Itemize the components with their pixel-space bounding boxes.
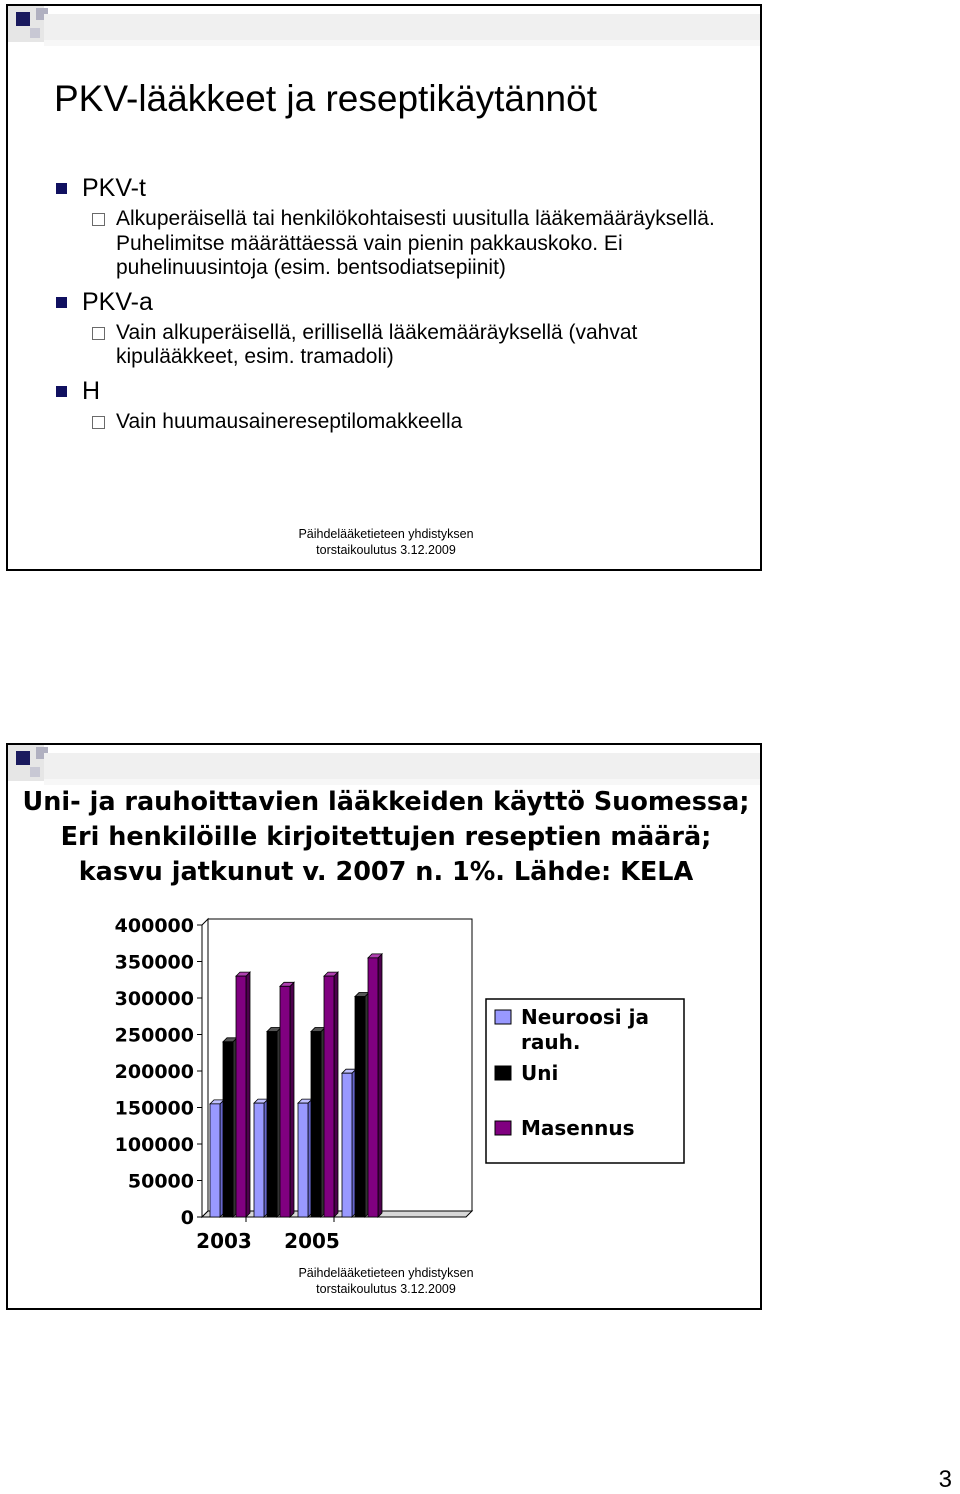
page-number: 3 <box>938 1466 952 1493</box>
bullet-label: H <box>82 376 101 405</box>
bullet-pkv-a <box>56 287 736 317</box>
bar-neuroosi-ja-rauh--2003 <box>210 1104 220 1217</box>
bar-uni-2005 <box>311 1032 321 1217</box>
bullet-list <box>56 169 736 440</box>
y-axis-tick-label: 400000 <box>114 915 194 937</box>
bar-neuroosi-ja-rauh--2006 <box>342 1073 352 1217</box>
bar-side <box>378 954 382 1217</box>
y-axis-tick-label: 300000 <box>114 988 194 1010</box>
square-bullet-icon <box>56 183 67 194</box>
title-line-1: Uni- ja rauhoittavien lääkkeiden käyttö Suomessa; <box>22 787 750 817</box>
bullet-h <box>56 376 736 406</box>
title-line-3: kasvu jatkunut v. 2007 n. 1%. Lähde: KELA <box>78 857 694 887</box>
bar-side <box>290 982 294 1217</box>
hollow-square-bullet-icon <box>92 327 105 340</box>
slide-title <box>16 785 756 890</box>
footer-line-2: torstaikoulutus 3.12.2009 <box>316 543 456 557</box>
sub-bullet <box>56 207 736 281</box>
legend-swatch-uni <box>495 1066 511 1080</box>
bullet-label: PKV-a <box>82 287 153 316</box>
sub-bullet-text: Vain huumausainereseptilomakkeella <box>116 409 463 433</box>
legend-label-uni: Uni <box>521 1061 559 1085</box>
bar-neuroosi-ja-rauh--2004 <box>254 1103 264 1217</box>
bar-masennus-2004 <box>280 986 290 1217</box>
bar-masennus-2006 <box>368 958 378 1217</box>
footer-line-2: torstaikoulutus 3.12.2009 <box>316 1282 456 1296</box>
sub-bullet <box>56 410 736 435</box>
bar-neuroosi-ja-rauh--2005 <box>298 1103 308 1217</box>
y-axis-tick-label: 250000 <box>114 1024 194 1047</box>
bar-uni-2003 <box>223 1042 233 1217</box>
hollow-square-bullet-icon <box>92 213 105 226</box>
legend-swatch-neuroosi-ja-rauh- <box>495 1010 511 1024</box>
bar-side <box>334 972 338 1217</box>
slide-title: PKV-lääkkeet ja reseptikäytännöt <box>54 78 597 119</box>
hollow-square-bullet-icon <box>92 416 105 429</box>
sub-bullet-text: Alkuperäisellä tai henkilökohtaisesti uusitulla lääkemääräyksellä. Puhelimitse määrättäessä vain pienin pakkauskoko. Ei puhelinuusintoja (esim. bentsodiatsepiinit) <box>116 207 715 279</box>
slide-footer <box>8 1265 762 1297</box>
side-wall <box>202 919 208 1217</box>
legend-label-neuroosi-ja-rauh-: Neuroosi ja rauh. <box>521 1005 649 1054</box>
bullet-pkv-t <box>56 173 736 203</box>
sub-bullet-text: Vain alkuperäisellä, erillisellä lääkemääräyksellä (vahvat kipulääkkeet, esim. tramadoli) <box>116 320 638 368</box>
sub-bullet <box>56 321 736 370</box>
bar-chart <box>8 905 762 1265</box>
bullet-label: PKV-t <box>82 174 146 202</box>
legend-label-masennus: Masennus <box>521 1116 635 1140</box>
x-axis-tick-label: 2003 <box>196 1229 252 1253</box>
slide-1 <box>6 4 762 571</box>
footer-line-1: Päihdelääketieteen yhdistyksen <box>298 527 474 541</box>
bar-uni-2004 <box>267 1032 277 1217</box>
y-axis-tick-label: 50000 <box>127 1170 194 1193</box>
y-axis-tick-label: 100000 <box>114 1134 194 1156</box>
slide-footer <box>8 526 762 558</box>
square-bullet-icon <box>56 297 67 308</box>
bar-uni-2006 <box>355 997 365 1217</box>
square-bullet-icon <box>56 386 67 397</box>
bar-masennus-2005 <box>324 976 334 1217</box>
bar-masennus-2003 <box>236 976 246 1217</box>
y-axis-tick-label: 0 <box>180 1207 194 1229</box>
x-axis-tick-label: 2005 <box>284 1229 340 1253</box>
footer-line-1: Päihdelääketieteen yhdistyksen <box>298 1266 474 1280</box>
slide-corner-decoration-icon <box>8 6 762 54</box>
legend-swatch-masennus <box>495 1121 511 1135</box>
y-axis-tick-label: 150000 <box>114 1097 194 1120</box>
y-axis-tick-label: 200000 <box>114 1061 194 1083</box>
title-line-2: Eri henkilöille kirjoitettujen reseptien määrä; <box>60 822 712 852</box>
y-axis-tick-label: 350000 <box>114 951 194 974</box>
slide-2 <box>6 743 762 1310</box>
bar-side <box>246 972 250 1217</box>
